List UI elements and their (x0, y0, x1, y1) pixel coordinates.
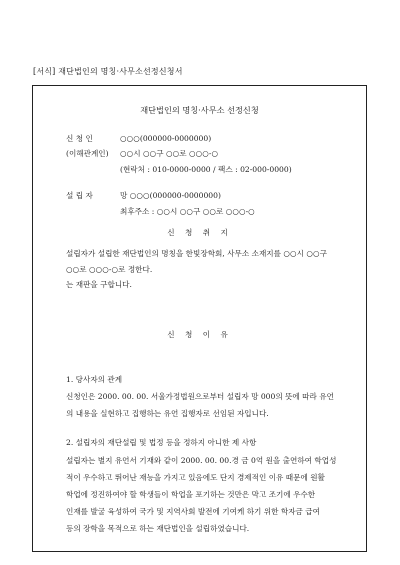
applicant-label: 신 청 인 (66, 134, 93, 143)
founder-last-address: 최후주소 : ○○시 ○○구 ○○로 ○○○-○ (120, 207, 255, 216)
reasons-heading: 신 청 이 유 (167, 330, 232, 339)
reason-line: 인재를 발굴 육성하여 국가 및 지역사회 발전에 기여케 하기 위한 학자금 급여 (66, 507, 320, 516)
purpose-line: 설립자가 설립한 재단법인의 명칭을 한빛장학회, 사무소 소재지를 ○○시 ○○구 (66, 249, 327, 258)
reason-line: 설립자는 별지 유언서 기재와 같이 2000. 00. 00.경 금 0억 원을 출연하여 학업성 (66, 456, 337, 465)
document-title: 재단법인의 명칭·사무소 선정신청 (140, 105, 259, 115)
reason-line: 등의 장학을 목적으로 하는 재단법인을 설립하였습니다. (66, 524, 250, 533)
reason-line: 학업에 정진하여야 할 학생들이 학업을 포기하는 것만은 막고 조기에 우수한 (66, 490, 316, 499)
reason-section-title: 2. 설립자의 재단설립 및 법정 등을 정하지 아니한 제 사항 (66, 438, 257, 447)
reason-line: 신청인은 2000. 00. 00. 서울가정법원으로부터 설립자 망 000의 뜻에 따라 유언 (66, 392, 334, 401)
purpose-heading: 신 청 취 지 (167, 228, 232, 237)
purpose-line: 는 재판을 구합니다. (66, 280, 132, 289)
reason-line: 적이 우수하고 뛰어난 재능을 가지고 있음에도 단지 경제적인 이유 때문에 원활 (66, 473, 325, 482)
applicant-name: ○○○(000000-0000000) (120, 134, 212, 143)
applicant-relation-label: (이해관계인) (66, 149, 109, 158)
founder-name: 망 ○○○(000000-0000000) (120, 191, 221, 200)
founder-label: 설 립 자 (66, 191, 93, 200)
document-frame (32, 85, 367, 552)
purpose-line: ○○로 ○○○-○로 정한다. (66, 265, 153, 274)
form-label: [서식] 재단법인의 명칭·사무소선정신청서 (33, 67, 183, 76)
reason-line: 의 내용을 실현하고 집행하는 유언 집행자로 선임된 자입니다. (66, 409, 269, 418)
reason-section-title: 1. 당사자의 관계 (66, 375, 123, 384)
applicant-address: ○○시 ○○구 ○○로 ○○○-○ (120, 149, 219, 158)
applicant-contact: (현락처 : 010-0000-0000 / 팩스 : 02-000-0000) (120, 165, 292, 174)
